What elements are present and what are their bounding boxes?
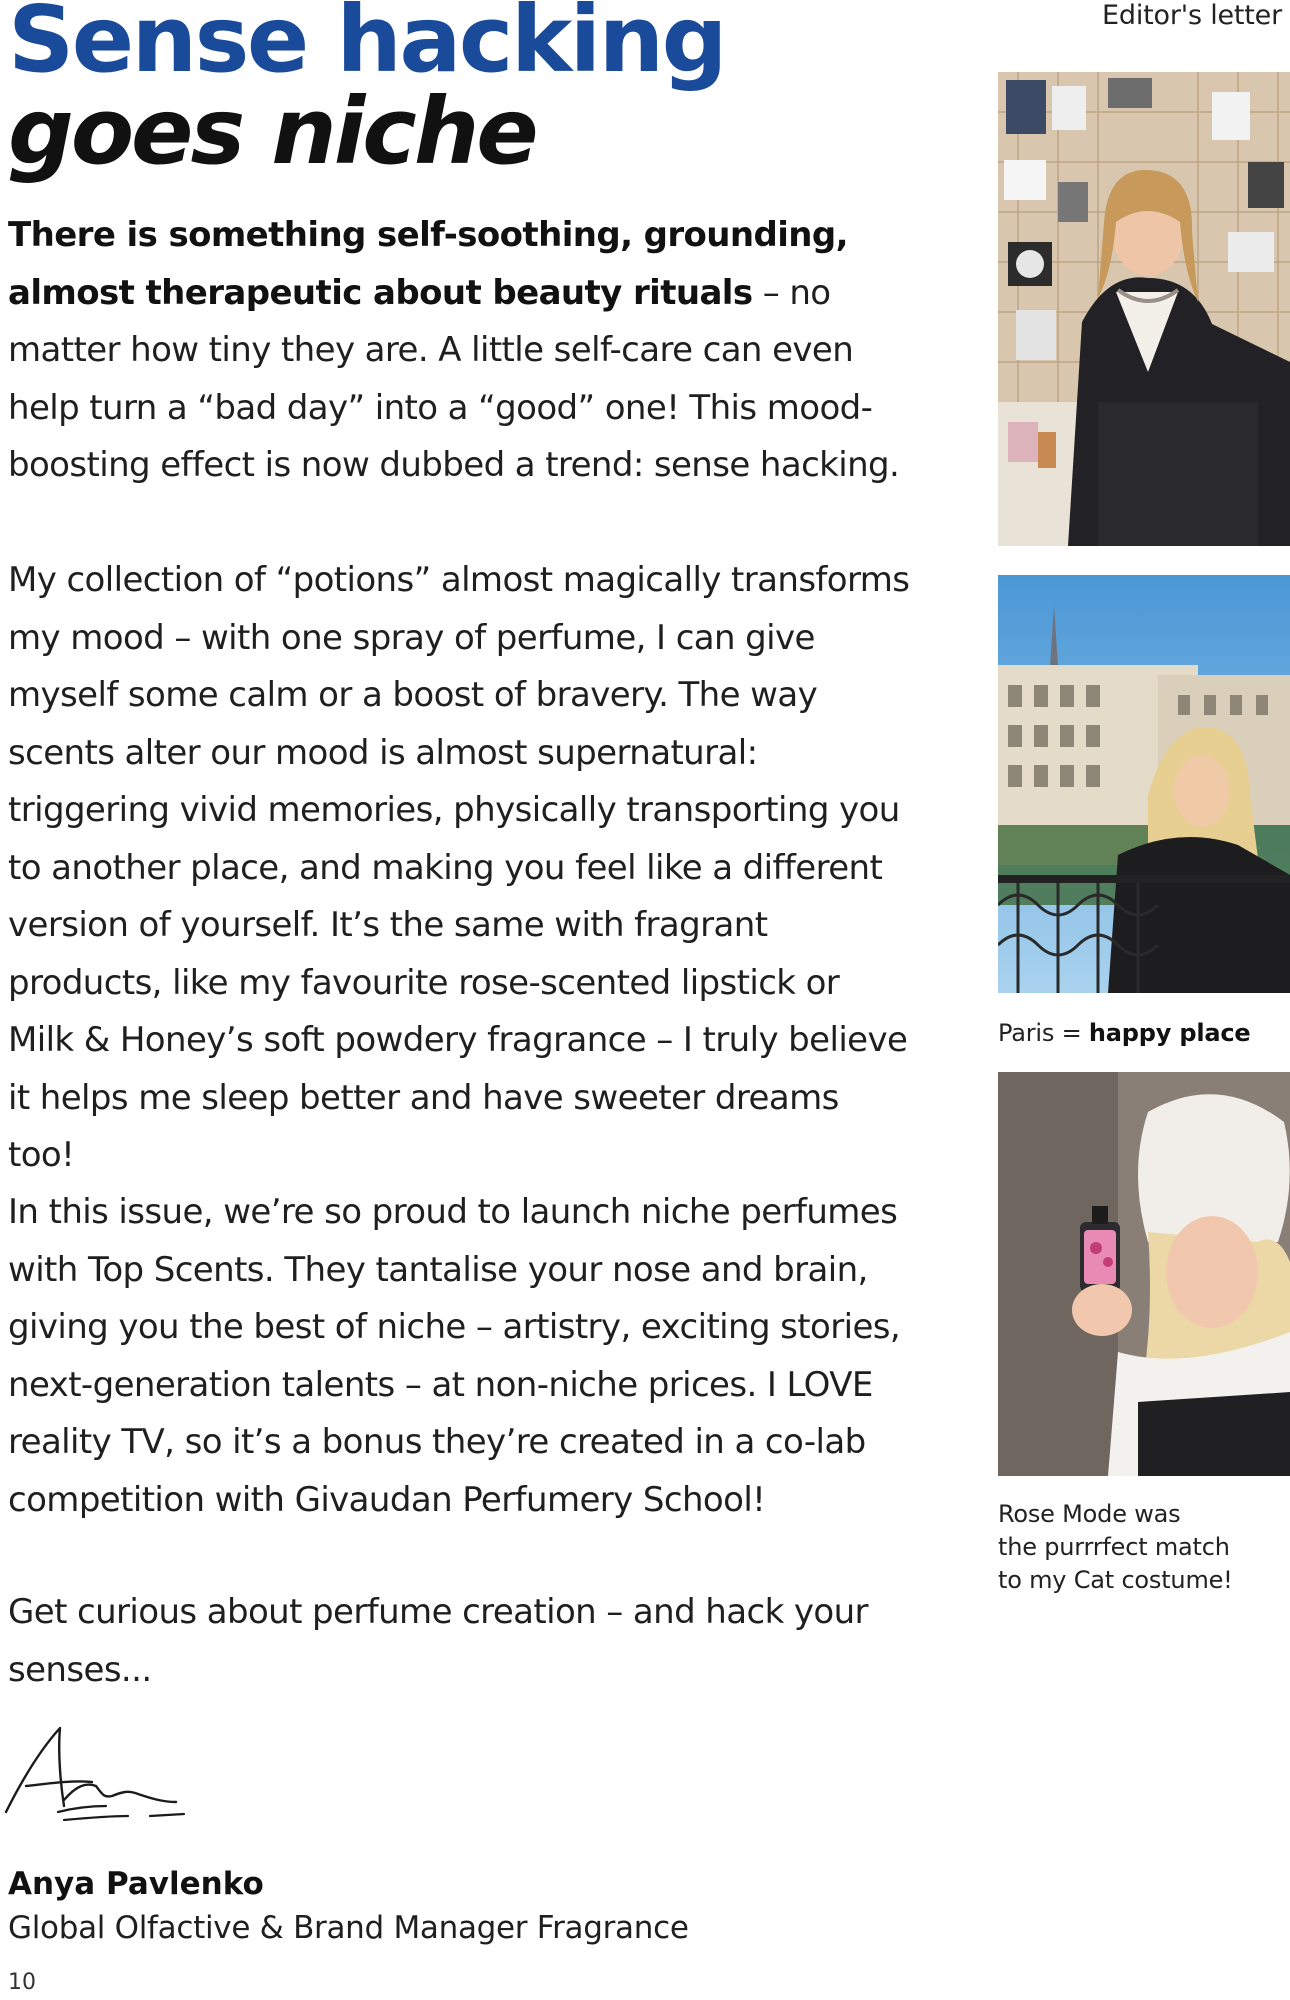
rose-caption-line-1: Rose Mode was — [998, 1500, 1181, 1528]
author-name: Anya Pavlenko — [8, 1866, 264, 1902]
body-paragraph-4 — [8, 1584, 913, 1699]
page-number: 10 — [8, 1970, 36, 1995]
editor-portrait-photo — [998, 72, 1290, 546]
paris-caption-plain: Paris = — [998, 1019, 1089, 1047]
paris-caption — [998, 1017, 1288, 1050]
body-paragraph-3 — [8, 1184, 913, 1529]
rose-caption-line-2: the purrrfect match — [998, 1533, 1230, 1561]
intro-rest: – no matter how tiny they are. A little self-care can even help turn a “bad day” into a “good” one! This mood-boosting effect is now dubbed a trend: sense hacking. — [8, 272, 900, 485]
intro-paragraph — [8, 207, 913, 495]
paragraph-text: Get curious about perfume creation – and hack your senses... — [8, 1592, 868, 1690]
rose-mode-selfie-photo — [998, 1072, 1290, 1476]
headline-line-1: Sense hacking — [8, 0, 726, 93]
headline-line-2: goes niche — [8, 78, 536, 185]
intro-lead-bold: There is something self-soothing, grounding, almost therapeutic about beauty rituals — [8, 215, 848, 313]
section-label: Editor's letter — [1102, 0, 1282, 31]
paris-balcony-photo — [998, 575, 1290, 993]
paris-caption-bold: happy place — [1088, 1019, 1251, 1047]
rose-caption-line-3: to my Cat costume! — [998, 1566, 1233, 1594]
author-role: Global Olfactive & Brand Manager Fragrance — [8, 1910, 689, 1946]
signature — [0, 1720, 200, 1830]
paragraph-text: My collection of “potions” almost magically transforms my mood – with one spray of perfume, I can give myself some calm or a boost of bravery. The way scents alter our mood is almost supernatural: triggering vivid memories, physically transporting you to another place, and making you feel like a different version of yourself. It’s the same with fragrant products, like my favourite rose-scented lipstick or Milk & Honey’s soft powdery fragrance – I truly believe it helps me sleep better and have sweeter dreams too! — [8, 560, 910, 1175]
rose-mode-caption — [998, 1498, 1288, 1597]
body-paragraph-2 — [8, 552, 913, 1185]
paragraph-text: In this issue, we’re so proud to launch niche perfumes with Top Scents. They tantalise your nose and brain, giving you the best of niche – artistry, exciting stories, next-generation talents – at non-niche prices. I LOVE reality TV, so it’s a bonus they’re created in a co-lab competition with Givaudan Perfumery School! — [8, 1192, 901, 1520]
